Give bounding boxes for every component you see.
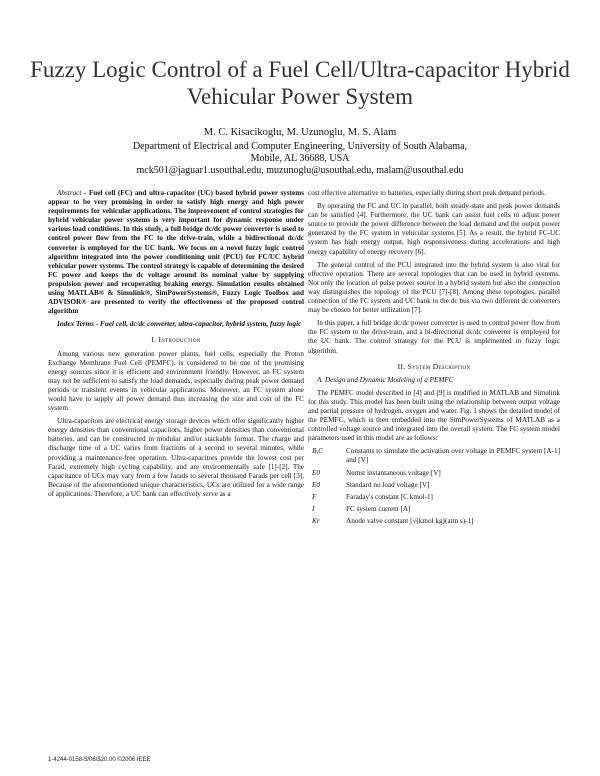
definition-row [308,517,560,526]
definition-symbol: F [312,492,317,501]
definition-row [308,469,560,478]
abstract-lead: Abstract [57,189,82,197]
definition-text: Standard no load voltage [V] [346,480,430,489]
title-line-2: Vehicular Power System [186,84,414,109]
definition-row [308,493,560,502]
section-heading-system-description: II. System Description [397,361,471,371]
definition-symbol: E0 [312,468,320,477]
title-line-1: Fuzzy Logic Control of a Fuel Cell/Ultra-capacitor Hybrid [30,57,570,82]
definition-symbol: E0 [312,480,320,489]
paper-title [20,56,580,110]
definition-row [308,481,560,490]
section-heading-introduction: I. Introduction [151,335,201,345]
right-paragraph-2: By operating the FC and UC in parallel, both steady-state and peak power demands can be satisfied [4]. Furthermore, the UC bank can assist fuel cells to adjust power source to provide the power difference between the load demand and the output power generated by the FC system in vehicular systems [5]. As a result, the hybrid FC-UC system has high energy output, high responsiveness during accelerations and high energy capability of energy recovery [6]. [308,202,560,256]
definition-text: Constants to simulate the activation over voltage in PEMFC system [A-1] and [V] [346,447,560,465]
definition-text: Nernst instantaneous voltage [V] [346,468,441,477]
right-paragraph-4: In this paper, a full bridge dc/dc power converter is used to control power flow from the FC system to the drive-train, and a bi-directional dc/dc converter is employed for the UC bank. The control strategy for the PCU is implemented in fuzzy logic algorithm. [308,319,560,355]
intro-paragraph-2: Ultra-capacitors are electrical energy storage devices which offer significantly higher energy densities than conventional capacitors, higher power densities than conventional batteries, and can be constructed in modular and/or stackable format. The charge and discharge time of a UC varies from fractions of a second to several minutes, while providing a maintenance-free operation. Ultra-capacitors provide the lowest cost per Farad, extremely high cycling capability, and are environmentally safe [1]-[2]. The capacitance of UCs may vary from a few farads to several thousand Farads per cell [3]. Because of the aforementioned unique characteristics, UCs are utilized for a wide range of applications. Therefore, a UC bank can effectively serve as a [48,417,304,498]
subsection-heading-pemfc: A. Design and Dynamic Modeling of a PEMFC [317,375,454,384]
right-column [308,189,560,529]
copyright-footer: 1-4244-0158-5/06/$20.00 ©2006 IEEE [48,757,151,763]
definition-symbol: Kr [312,516,320,525]
right-paragraph-5: The PEMFC model described in [4] and [9] is modified in MATLAB and Simulink for this study. This model has been built using the relationship between output voltage and partial pressure of hydrogen, oxygen and water. Fig. 1 shows the detailed model of the PEMFC, which is then embedded into the SimPowerSystems of MATLAB as a controlled voltage source and integrated into the overall system. The FC system model parameters used in this model are as follows: [308,388,560,443]
abstract-text: - Fuel cell (FC) and ultra-capacitor (UC) based hybrid power systems appear to be very promising in order to satisfy high energy and high power requirements for vehicular applications. The improvement of control strategies for hybrid vehicular power systems is very important for dynamic response under various load conditions. In this study, a full bridge dc/dc power converter is used to control power flow from the FC to the drive-train, while a bidirectional dc/dc converter is employed for the UC bank. We focus on a novel fuzzy logic control algorithm integrated into the power conditioning unit (PCU) for FC/UC hybrid vehicular power systems. The control strategy is capable of determining the desired FC power and keeps the dc voltage around its nominal value by supplying propulsion power and recuperating braking energy. Simulation results obtained using MATLAB® & Simulink®, SimPowerSystems®, Fuzzy Logic Toolbox and ADVISOR® are presented to verify the effectiveness of the proposed control algorithm [48,189,304,316]
right-paragraph-3: The general control of the PCU integrated into the hybrid system is also vital for effective operation. There are several topologies that can be used in hybrid systems. Not only the location of pulse power source in a hybrid system but also the connection way distinguishes the topology of the PCU [7]-[8]. Among these topologies, parallel connection of the FC system and UC bank to the dc bus via two different dc converters may be chosen for better utilization [7]. [308,260,560,315]
parameter-definitions [308,447,560,526]
definition-text: FC system current [A] [346,504,411,513]
right-paragraph-1: cost effective alternative to batteries, especially during short peak demand periods. [308,189,546,197]
abstract [48,189,304,316]
affiliation-line-2: Mobile, AL 36688, USA [250,153,350,164]
left-column [48,189,304,503]
definition-symbol: B,C [312,447,323,456]
author-list: M. C. Kisacikoglu, M. Uzunoglu, M. S. Alam [203,127,397,138]
definition-text: Faraday's constant [C kmol-1] [346,492,433,501]
definition-row [308,505,560,514]
definition-symbol: I [312,504,315,513]
affiliation-line-1: Department of Electrical and Computer Engineering, University of South Alabama, [132,141,468,152]
definition-row [308,447,560,465]
author-emails: mck501@jaguar1.usouthal.edu, muzunoglu@usouthal.edu, malam@usouthal.edu [136,165,464,176]
definition-text: Anode valve constant [√(kmol kg)(atm s)-1] [346,516,474,525]
index-terms: Index Terms - Fuel cell, dc/dc converter, ultra-capacitor, hybrid system, fuzzy logic [57,320,302,329]
affiliation [60,141,540,177]
intro-paragraph-1: Among various new generation power plants, fuel cells, especially the Proton Exchange Membrane Fuel Cell (PEMFC), is considered to be one of the promising energy sources since it is efficient and environment friendly. However, an FC system may not be sufficient to satisfy the load demands, especially during peak power demand periods or transient events in vehicular applications. Moreover, an FC system alone would have to supply all power demand thus increasing the size and cost of the FC system. [48,349,304,413]
